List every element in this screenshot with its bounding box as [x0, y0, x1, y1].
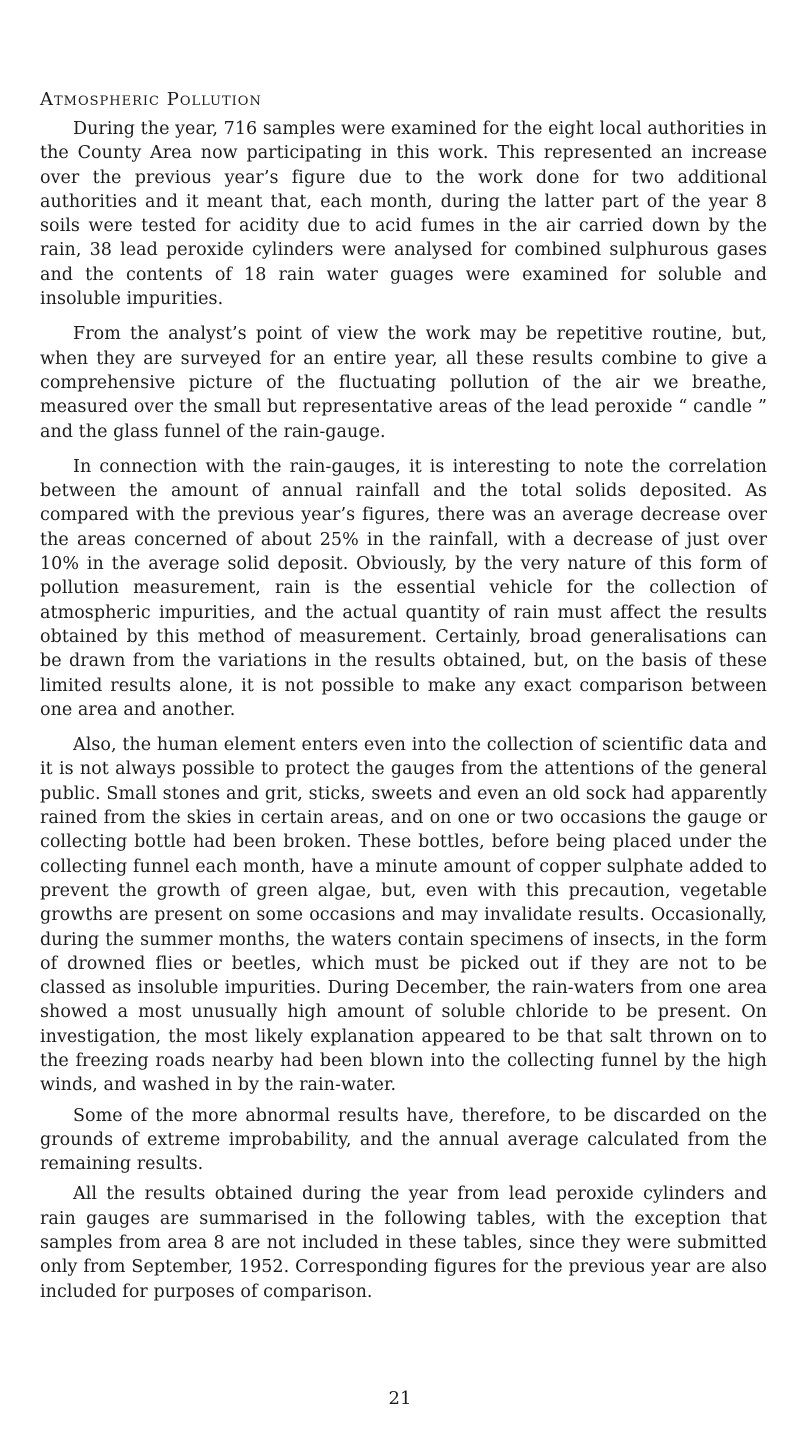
section-heading: Atmospheric Pollution: [40, 89, 262, 110]
paragraph-rain-gauges: In connection with the rain-gauges, it is interesting to note the correlation between the amount of annual rainfall and the total solids deposited. As compared with the previous year’s figures, there was an average decrease over the areas concerned of about 25% in the rainfall, with a decrease of just over 10% in the average solid deposit. Obviously, by the very nature of this form of pollution measurement, rain is the essential vehicle for the collection of atmospheric impurities, and the actual quantity of rain must affect the results obtained by this method of measurement. Certainly, broad generalisations can be drawn from the variations in the results obtained, but, on the basis of these limited results alone, it is not possible to make any exact comparison between one area and another.: [40, 456, 767, 720]
paragraph-samples-examined: During the year, 716 samples were examined for the eight local authorities in the County Area now participating in this work. This represented an increase over the previous year’s figure due to the work done for two additional authorities and it meant that, each month, during the latter part of the year 8 soils were tested for acidity due to acid fumes in the air carried down by the rain, 38 lead peroxide cylinders were analysed for combined sulphurous gases and the contents of 18 rain water guages were examined for soluble and insoluble impurities.: [40, 119, 767, 310]
document-page: [40, 88, 767, 1315]
paragraph-analyst-view: From the analyst’s point of view the work may be repetitive routine, but, when they are surveyed for an entire year, all these results combine to give a comprehensive picture of the fluctuating pollution of the air we breathe, measured over the small but representative areas of the lead peroxide “ candle ” and the glass funnel of the rain-gauge.: [40, 324, 767, 442]
paragraph-human-element: Also, the human element enters even into the collection of scientific data and it is not always possible to protect the gauges from the attentions of the general public. Small stones and grit, sticks, sweets and even an old sock had apparently rained from the skies in certain areas, and on one or two occasions the gauge or collecting bottle had been broken. These bottles, before being placed under the collecting funnel each month, have a minute amount of copper sulphate added to prevent the growth of green algae, but, even with this precaution, vegetable growths are present on some occasions and may invalidate results. Occasionally, during the summer months, the waters contain specimens of insects, in the form of drowned flies or beetles, which must be picked out if they are not to be classed as insoluble impurities. During December, the rain-waters from one area showed a most unusually high amount of soluble chloride to be present. On investigation, the most likely explanation appeared to be that salt thrown on to the freezing roads nearby had been blown into the collecting funnel by the high winds, and washed in by the rain-water.: [40, 735, 767, 1096]
paragraph-results-summary: All the results obtained during the year from lead peroxide cylinders and rain gauges are summarised in the following tables, with the exception that samples from area 8 are not included in these tables, since they were submitted only from September, 1952. Corresponding figures for the previous year are also included for purposes of comparison.: [40, 1184, 767, 1302]
page-number: 21: [388, 1388, 412, 1409]
paragraph-abnormal-results: Some of the more abnormal results have, therefore, to be discarded on the grounds of extreme improbability, and the annual average calculated from the remaining results.: [40, 1105, 767, 1175]
